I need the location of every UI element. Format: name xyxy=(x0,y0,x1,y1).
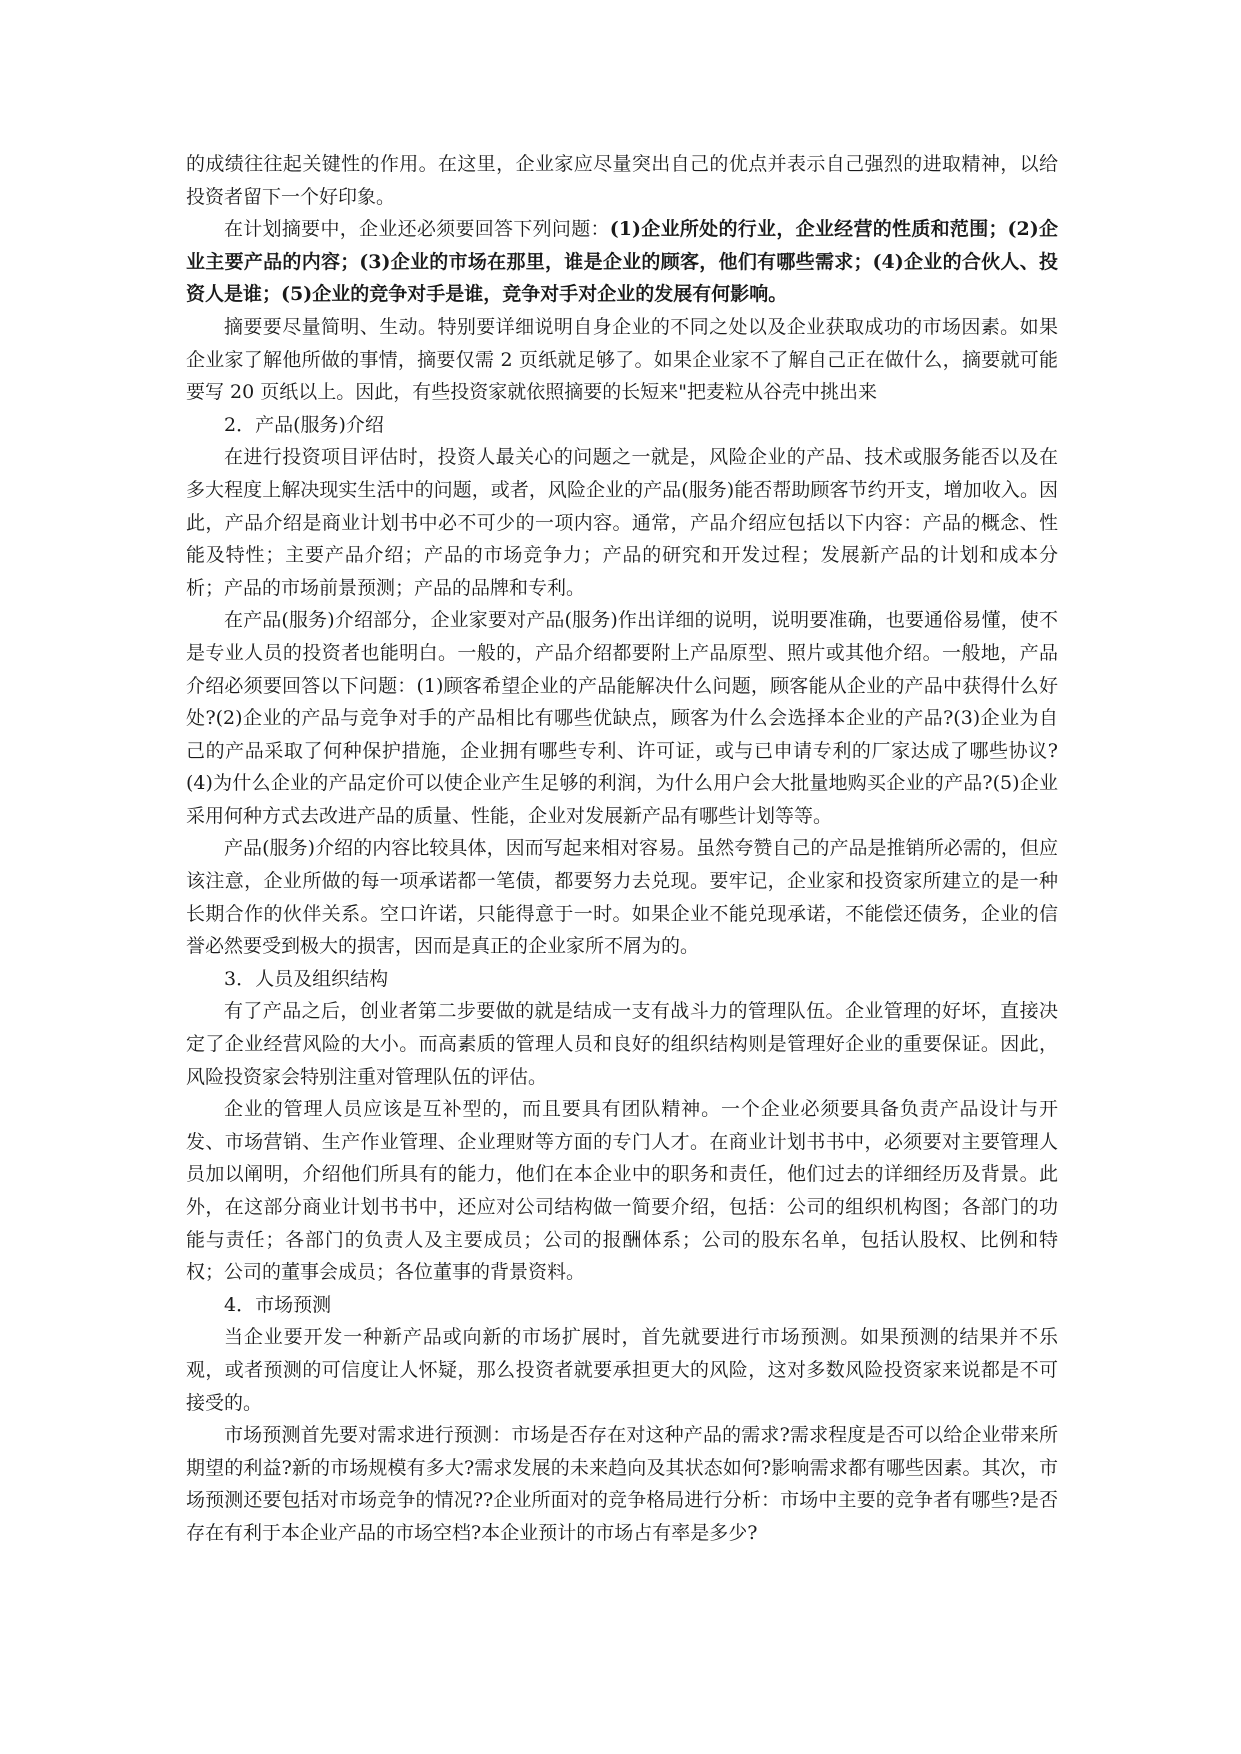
section-heading-market: 4．市场预测 xyxy=(224,1293,332,1316)
section-heading-product: 2．产品(服务)介绍 xyxy=(224,413,384,436)
document-body xyxy=(186,148,1058,1550)
section-heading-team: 3．人员及组织结构 xyxy=(224,967,389,990)
paragraph-team-management: 有了产品之后，创业者第二步要做的就是结成一支有战斗力的管理队伍。企业管理的好坏，直接决定了企业经营风险的大小。而高素质的管理人员和良好的组织结构则是管理好企业的重要保证。因此，风险投资家会特别注重对管理队伍的评估。 xyxy=(186,1000,1058,1088)
summary-questions-lead: 在计划摘要中，企业还必须要回答下列问题： xyxy=(224,218,610,241)
summary-questions-list: (1)企业所处的行业，企业经营的性质和范围；(2)企业主要产品的内容；(3)企业的市场在那里，谁是企业的顾客，他们有哪些需求；(4)企业的合伙人、投资人是谁；(5)企业的竞争对手是谁，竞争对手对企业的发展有何影响。 xyxy=(186,218,1058,306)
paragraph-continuation: 的成绩往往起关键性的作用。在这里，企业家应尽量突出自己的优点并表示自己强烈的进取精神，以给投资者留下一个好印象。 xyxy=(186,153,1058,208)
paragraph-market-demand: 市场预测首先要对需求进行预测：市场是否存在对这种产品的需求?需求程度是否可以给企业带来所期望的利益?新的市场规模有多大?需求发展的未来趋向及其状态如何?影响需求都有哪些因素。其次，市场预测还要包括对市场竞争的情况??企业所面对的竞争格局进行分析：市场中主要的竞争者有哪些?是否存在有利于本企业产品的市场空档?本企业预计的市场占有率是多少? xyxy=(186,1424,1058,1544)
paragraph-product-intro: 在进行投资项目评估时，投资人最关心的问题之一就是，风险企业的产品、技术或服务能否以及在多大程度上解决现实生活中的问题，或者，风险企业的产品(服务)能否帮助顾客节约开支，增加收入。因此，产品介绍是商业计划书中必不可少的一项内容。通常，产品介绍应包括以下内容：产品的概念、性能及特性；主要产品介绍；产品的市场竞争力；产品的研究和开发过程；发展新产品的计划和成本分析；产品的市场前景预测；产品的品牌和专利。 xyxy=(186,446,1058,599)
paragraph-market-forecast: 当企业要开发一种新产品或向新的市场扩展时，首先就要进行市场预测。如果预测的结果并不乐观，或者预测的可信度让人怀疑，那么投资者就要承担更大的风险，这对多数风险投资家来说都是不可接受的。 xyxy=(186,1326,1058,1414)
paragraph-summary-length: 摘要要尽量简明、生动。特别要详细说明自身企业的不同之处以及企业获取成功的市场因素。如果企业家了解他所做的事情，摘要仅需 2 页纸就足够了。如果企业家不了解自己正在做什么，摘要就可能要写 20 页纸以上。因此，有些投资家就依照摘要的长短来"把麦粒从谷壳中挑出来 xyxy=(186,315,1058,404)
paragraph-summary-questions xyxy=(186,213,1058,311)
paragraph-team-structure: 企业的管理人员应该是互补型的，而且要具有团队精神。一个企业必须要具备负责产品设计与开发、市场营销、生产作业管理、企业理财等方面的专门人才。在商业计划书书中，必须要对主要管理人员加以阐明，介绍他们所具有的能力，他们在本企业中的职务和责任，他们过去的详细经历及背景。此外，在这部分商业计划书书中，还应对公司结构做一简要介绍，包括：公司的组织机构图；各部门的功能与责任；各部门的负责人及主要成员；公司的报酬体系；公司的股东名单，包括认股权、比例和特权；公司的董事会成员；各位董事的背景资料。 xyxy=(186,1098,1058,1284)
paragraph-product-promises: 产品(服务)介绍的内容比较具体，因而写起来相对容易。虽然夸赞自己的产品是推销所必需的，但应该注意，企业所做的每一项承诺都一笔债，都要努力去兑现。要牢记，企业家和投资家所建立的是一种长期合作的伙伴关系。空口许诺，只能得意于一时。如果企业不能兑现承诺，不能偿还债务，企业的信誉必然要受到极大的损害，因而是真正的企业家所不屑为的。 xyxy=(186,837,1058,958)
paragraph-product-questions: 在产品(服务)介绍部分，企业家要对产品(服务)作出详细的说明，说明要准确，也要通俗易懂，使不是专业人员的投资者也能明白。一般的，产品介绍都要附上产品原型、照片或其他介绍。一般地，产品介绍必须要回答以下问题：(1)顾客希望企业的产品能解决什么问题，顾客能从企业的产品中获得什么好处?(2)企业的产品与竞争对手的产品相比有哪些优缺点，顾客为什么会选择本企业的产品?(3)企业为自己的产品采取了何种保护措施，企业拥有哪些专利、许可证，或与已申请专利的厂家达成了哪些协议?(4)为什么企业的产品定价可以使企业产生足够的利润，为什么用户会大批量地购买企业的产品?(5)企业采用何种方式去改进产品的质量、性能，企业对发展新产品有哪些计划等等。 xyxy=(186,609,1058,827)
